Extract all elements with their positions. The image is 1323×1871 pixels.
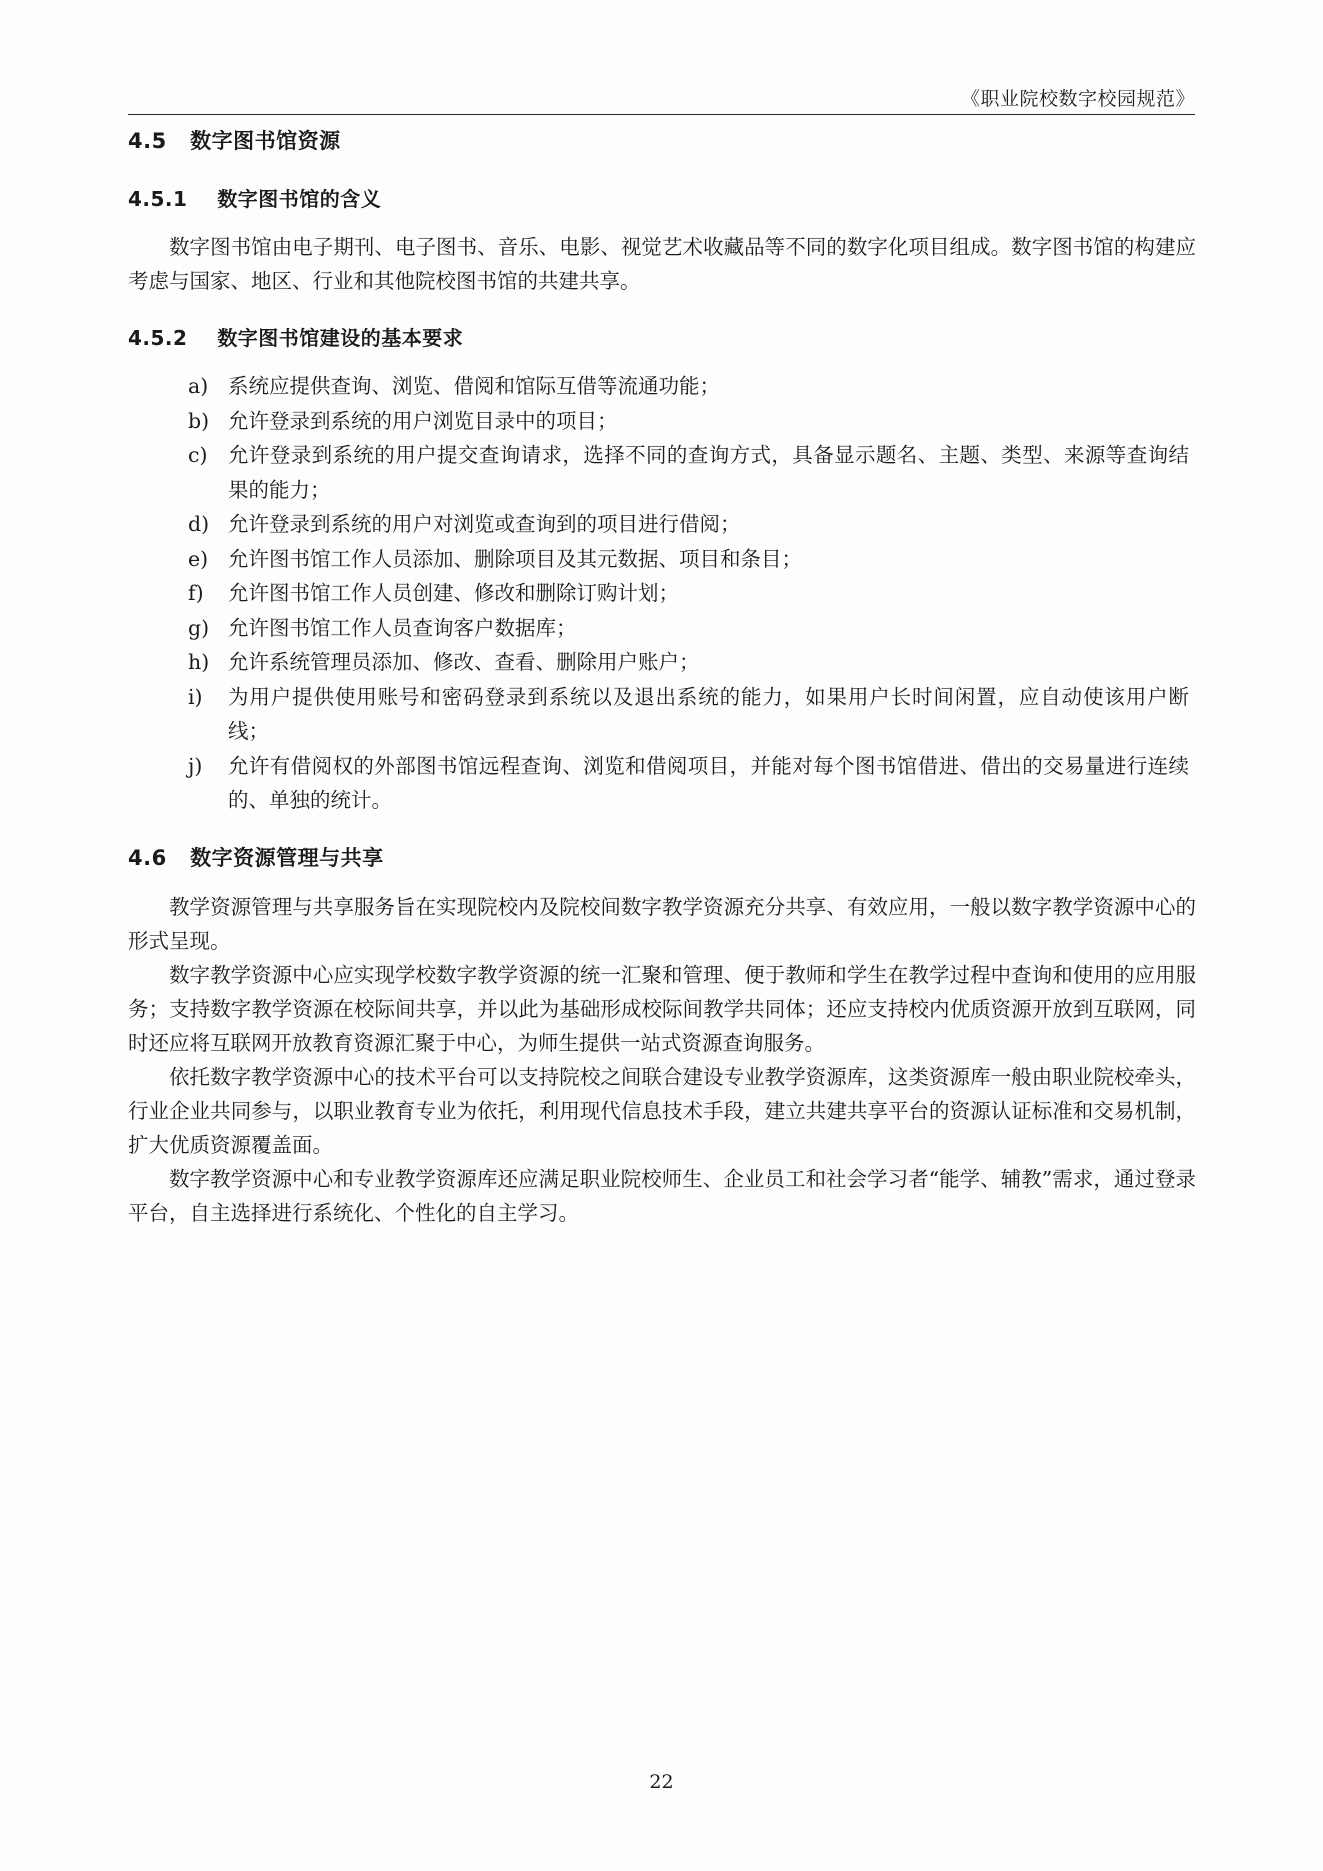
list-item-marker: b) (188, 408, 210, 433)
section-4-6-title: 数字资源管理与共享 (190, 845, 384, 870)
list-item-marker: d) (188, 512, 210, 536)
list-item-marker: g) (188, 615, 210, 640)
list-item-text: 允许图书馆工作人员创建、修改和删除订购计划； (228, 581, 679, 605)
list-item-text: 允许有借阅权的外部图书馆远程查询、浏览和借阅项目，并能对每个图书馆借进、借出的交易量进行连续的、单独的统计。 (228, 753, 1189, 812)
list-item-marker: i) (188, 684, 203, 709)
page-header (128, 84, 1195, 118)
section-4-6-heading (128, 842, 1196, 872)
section-4-5-2-title: 数字图书馆建设的基本要求 (217, 326, 464, 350)
section-4-5-1-title: 数字图书馆的含义 (217, 187, 382, 211)
list-item-marker: a) (188, 374, 209, 398)
list-item-text: 允许图书馆工作人员查询客户数据库； (228, 615, 577, 640)
section-4-5-2-heading (128, 322, 1196, 351)
paragraph: 数字教学资源中心应实现学校数字教学资源的统一汇聚和管理、便于教师和学生在教学过程中查询和使用的应用服务；支持数字教学资源在校际间共享，并以此为基础形成校际间教学共同体；还应支持校内优质资源开放到互联网，同时还应将互联网开放教育资源汇聚于中心，为师生提供一站式资源查询服务。 (128, 962, 1196, 1055)
list-item-text: 允许图书馆工作人员添加、删除项目及其元数据、项目和条目； (228, 546, 802, 571)
list-item (174, 542, 1189, 577)
list-item-marker: j) (188, 753, 203, 778)
section-4-6 (128, 842, 1196, 1230)
section-4-5-number: 4.5 (128, 129, 167, 153)
list-item (174, 611, 1189, 646)
list-item-text: 为用户提供使用账号和密码登录到系统以及退出系统的能力，如果用户长时间闲置，应自动使该用户断线； (228, 684, 1189, 743)
list-item-text: 允许登录到系统的用户浏览目录中的项目； (228, 408, 618, 433)
list-item (174, 576, 1189, 611)
list-item-text: 系统应提供查询、浏览、借阅和馆际互借等流通功能； (228, 374, 720, 398)
section-4-5-2-number: 4.5.2 (128, 326, 188, 350)
section-4-5-1-number: 4.5.1 (128, 187, 188, 211)
list-item-marker: h) (188, 650, 210, 674)
list-item-text: 允许登录到系统的用户提交查询请求，选择不同的查询方式，具备显示题名、主题、类型、来源等查询结果的能力； (228, 443, 1189, 502)
section-4-5-2 (128, 322, 1196, 818)
section-4-5 (128, 125, 1196, 155)
list-item (174, 369, 1189, 404)
page-content (128, 125, 1196, 1230)
list-item-marker: f) (188, 581, 204, 605)
list-item-marker: e) (188, 546, 209, 571)
requirements-list-wrapper (174, 369, 1189, 818)
list-item-marker: c) (188, 443, 208, 467)
header-document-title: 《职业院校数字校园规范》 (960, 88, 1195, 110)
list-item (174, 749, 1189, 818)
section-4-6-number: 4.6 (128, 845, 167, 870)
section-4-5-1 (128, 183, 1196, 298)
paragraph: 数字教学资源中心和专业教学资源库还应满足职业院校师生、企业员工和社会学习者“能学、辅教”需求，通过登录平台，自主选择进行系统化、个性化的自主学习。 (128, 1166, 1196, 1225)
list-item (174, 438, 1189, 507)
paragraph: 数字图书馆由电子期刊、电子图书、音乐、电影、视觉艺术收藏品等不同的数字化项目组成。数字图书馆的构建应考虑与国家、地区、行业和其他院校图书馆的共建共享。 (128, 235, 1196, 293)
page-footer (0, 1771, 1323, 1793)
list-item-text: 允许系统管理员添加、修改、查看、删除用户账户； (228, 650, 700, 674)
section-4-5-heading (128, 125, 1196, 155)
list-item-text: 允许登录到系统的用户对浏览或查询到的项目进行借阅； (228, 512, 741, 536)
page-number: 22 (649, 1771, 674, 1793)
header-divider (128, 114, 1195, 115)
list-item (174, 645, 1189, 680)
paragraph: 依托数字教学资源中心的技术平台可以支持院校之间联合建设专业教学资源库，这类资源库一般由职业院校牵头，行业企业共同参与，以职业教育专业为依托，利用现代信息技术手段，建立共建共享平台的资源认证标准和交易机制，扩大优质资源覆盖面。 (128, 1064, 1196, 1157)
section-4-5-title: 数字图书馆资源 (190, 129, 341, 153)
list-item (174, 507, 1189, 542)
list-item (174, 404, 1189, 439)
list-item (174, 680, 1189, 749)
requirements-list (174, 369, 1189, 818)
section-4-5-1-heading (128, 183, 1196, 212)
paragraph: 教学资源管理与共享服务旨在实现院校内及院校间数字教学资源充分共享、有效应用，一般以数字教学资源中心的形式呈现。 (128, 894, 1196, 953)
